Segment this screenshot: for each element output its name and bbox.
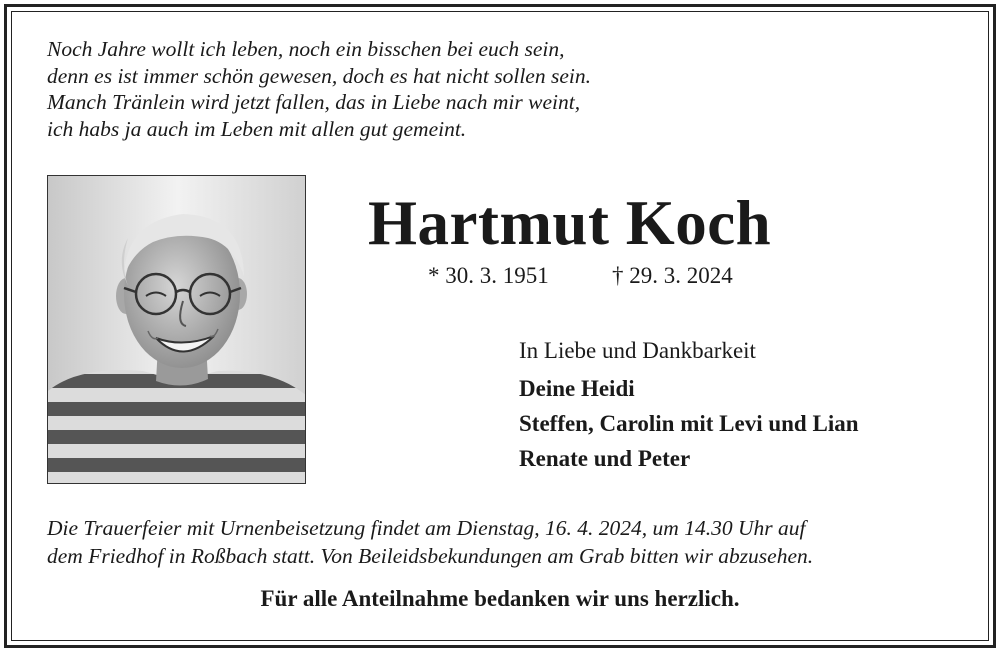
poem-line: Noch Jahre wollt ich leben, noch ein bisschen bei euch sein, xyxy=(47,37,565,61)
thanks-line: Für alle Anteilnahme bedanken wir uns herzlich. xyxy=(260,586,740,611)
mourners-block xyxy=(519,336,979,476)
mourner-line: Renate und Peter xyxy=(519,446,691,471)
poem-line: Manch Tränlein wird jetzt fallen, das in Liebe nach mir weint, xyxy=(47,90,581,114)
poem xyxy=(47,36,747,142)
mourners-intro: In Liebe und Dankbarkeit xyxy=(519,338,756,363)
mourner-line: Deine Heidi xyxy=(519,376,635,401)
death-date: † 29. 3. 2024 xyxy=(612,263,733,288)
deceased-name: Hartmut Koch xyxy=(368,188,772,258)
portrait-photo xyxy=(47,175,306,484)
service-line: Die Trauerfeier mit Urnenbeisetzung findet am Dienstag, 16. 4. 2024, um 14.30 Uhr auf xyxy=(47,516,806,540)
portrait-illustration xyxy=(48,176,306,484)
service-line: dem Friedhof in Roßbach statt. Von Beileidsbekundungen am Grab bitten wir abzusehen. xyxy=(47,544,814,568)
mourner-line: Steffen, Carolin mit Levi und Lian xyxy=(519,411,859,436)
poem-line: denn es ist immer schön gewesen, doch es hat nicht sollen sein. xyxy=(47,63,591,88)
poem-line: ich habs ja auch im Leben mit allen gut gemeint. xyxy=(47,116,467,141)
service-notice xyxy=(47,514,967,570)
birth-date: * 30. 3. 1951 xyxy=(428,263,549,288)
